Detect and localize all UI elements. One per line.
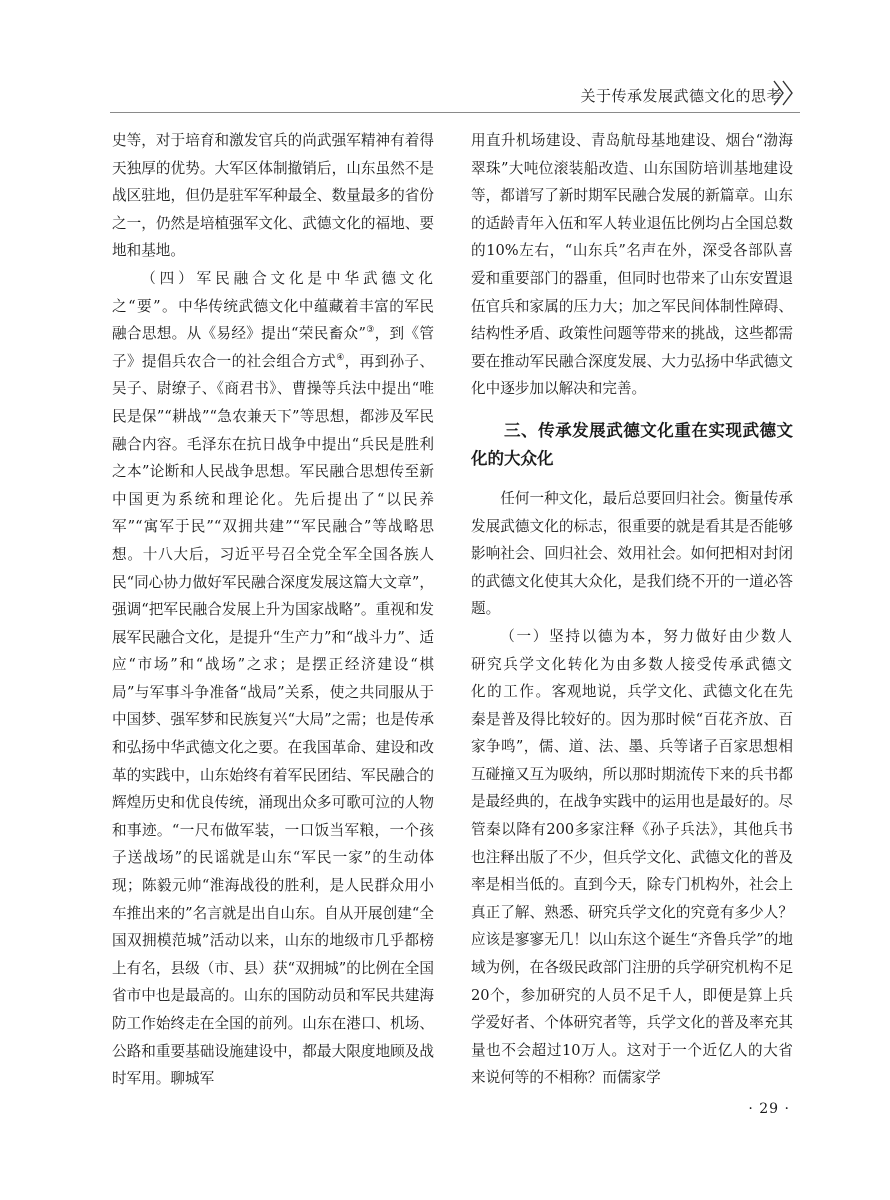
body-paragraph: 史等，对于培育和激发官兵的尚武强军精神有着得天独厚的优势。大军区体制撤销后，山东虽然不是战区驻地，但仍是驻军军种最全、数量最多的省份之一，仍然是培植强军文化、武德文化的福地、要地和基地。 [112, 132, 434, 260]
body-paragraph: 用直升机场建设、青岛航母基地建设、烟台“渤海翠珠”大吨位滚装船改造、山东国防培训基地建设等，都谱写了新时期军民融合发展的新篇章。山东的适龄青年入伍和军人转业退伍比例均占全国总数的10%左右，“山东兵”名声在外，深受各部队喜爱和重要部门的器重，但同时也带来了山东安置退伍官兵和家属的压力大；加之军民间体制性障碍、结构性矛盾、政策性问题等带来的挑战，这些都需要在推动军民融合深度发展、大力弘扬中华武德文化中逐步加以解决和完善。 [471, 132, 793, 398]
page-number: · 29 · [748, 1101, 790, 1117]
subsection-heading: （四）军民融合文化是中华武德文化之“要”。 [112, 269, 434, 315]
left-column [112, 127, 434, 1093]
body-paragraph [471, 623, 793, 1092]
right-column [471, 127, 793, 1092]
running-title: 关于传承发展武德文化的思考 [580, 87, 782, 105]
section-heading: 三、传承发展武德文化重在实现武德文化的大众化 [471, 420, 793, 468]
footnote-marker: ③ [365, 325, 375, 336]
body-paragraph: 任何一种文化，最后总要回归社会。衡量传承发展武德文化的标志，很重要的就是看其是否能够影响社会、回归社会、效用社会。如何把相对封闭的武德文化使其大众化，是我们绕不开的一道必答题。 [471, 489, 793, 618]
paragraph-text: ，到《管子》提倡兵农合一的社会组合方式 [112, 325, 434, 370]
page-header [0, 0, 890, 120]
paragraph-text: ，再到孙子、吴子、尉缭子、《商君书》、曹操等兵法中提出“唯民是保”“耕战”“急农兼天下”等思想，都涉及军民融合内容。毛泽东在抗日战争中提出“兵民是胜利之本”论断和人民战争思想。军民融合思想传至新中国更为系统和理论化。先后提出了“以民养军”“寓军于民”“双拥共建”“军民融合”等战略思想。十八大后，习近平号召全党全军全国各族人民“同心协力做好军民融合深度发展这篇大文章”，强调“把军民融合发展上升为国家战略”。重视和发展军民融合文化，是提升“生产力”和“战斗力”、适应“市场”和“战场”之求；是摆正经济建设“棋局”与军事斗争准备“战局”关系，使之共同服从于中国梦、强军梦和民族复兴“大局”之需；也是传承和弘扬中华武德文化之要。在我国革命、建设和改革的实践中，山东始终有着军民团结、军民融合的辉煌历史和优良传统，涌现出众多可歌可泣的人物和事迹。“一尺布做军装，一口饭当军粮，一个孩子送战场”的民谣就是山东“军民一家”的生动体现；陈毅元帅“淮海战役的胜利，是人民群众用小车推出来的”名言就是出自山东。自从开展创建“全国双拥模范城”活动以来，山东的地级市几乎都榜上有名，县级（市、县）获“双拥城”的比例在全国省市中也是最高的。山东的国防动员和军民共建海防工作始终走在全国的前列。山东在港口、机场、公路和重要基础设施建设中，都最大限度地顾及战时军用。聊城军 [112, 352, 434, 1088]
subsection-heading: （一）坚持以德为本，努力做好由少数人研究兵学文化转化为由多数人接受传承武德文化的工作。 [471, 627, 793, 701]
paragraph-text: 客观地说，兵学文化、武德文化在先秦是普及得比较好的。因为那时候“百花齐放、百家争鸣”，儒、道、法、墨、兵等诸子百家思想相互碰撞又互为吸纳，所以那时期流传下来的兵书都是最经典的，在战争实践中的运用也是最好的。尽管秦以降有200多家注释《孙子兵法》，其他兵书也注释出版了不少，但兵学文化、武德文化的普及率是相当低的。直到今天，除专门机构外，社会上真正了解、熟悉、研究兵学文化的究竟有多少人？应该是寥寥无几！以山东这个诞生“齐鲁兵学”的地域为例，在各级民政部门注册的兵学研究机构不足20个，参加研究的人员不足千人，即便是算上兵学爱好者、个体研究者等，兵学文化的普及率充其量也不会超过10万人。这对于一个近亿人的大省来说何等的不相称？而儒家学 [471, 683, 793, 1087]
paragraph-text: 中华传统武德文化中蕴藏着丰富的军民融合思想。从《易经》提出“荣民畜众” [112, 297, 434, 343]
body-paragraph [112, 265, 434, 1093]
double-chevron-right-icon [772, 78, 798, 108]
header-rule [110, 112, 800, 113]
footnote-marker: ④ [336, 352, 345, 363]
